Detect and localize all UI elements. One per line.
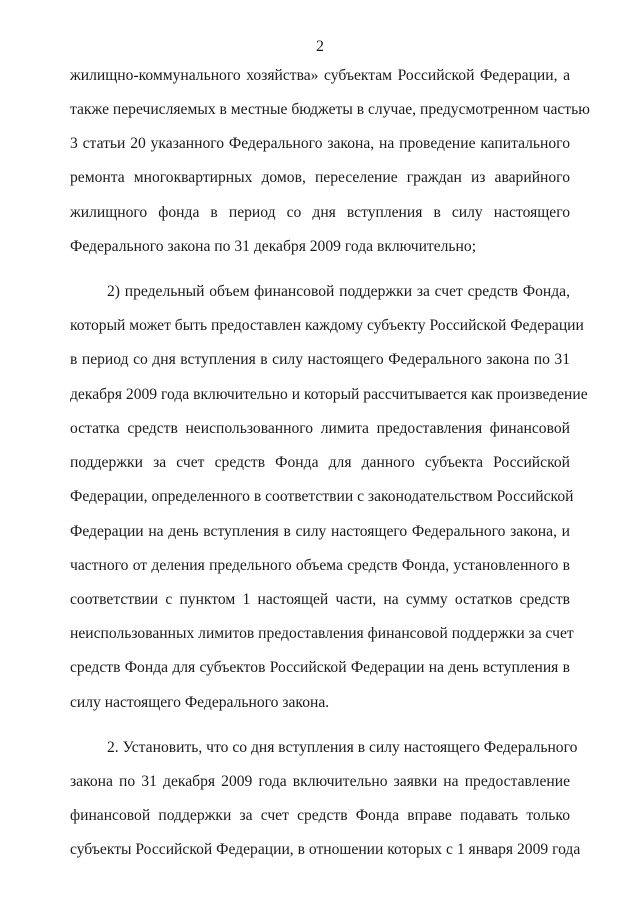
text-line: ремонта многоквартирных домов, переселение граждан из аварийного bbox=[70, 169, 570, 186]
text-line: Федерации, определенного в соответствии с законодательством Российской bbox=[70, 488, 574, 505]
text-line: силу настоящего Федерального закона. bbox=[70, 694, 330, 711]
text-line: декабря 2009 года включительно и который рассчитывается как произведение bbox=[70, 386, 588, 403]
text-line: соответствии с пунктом 1 настоящей части, на сумму остатков средств bbox=[70, 591, 570, 608]
text-line: Федерации на день вступления в силу настоящего Федерального закона, и bbox=[70, 523, 570, 540]
text-line: финансовой поддержки за счет средств Фонда вправе подавать только bbox=[70, 807, 570, 824]
text-line: 2) предельный объем финансовой поддержки за счет средств Фонда, bbox=[107, 283, 570, 300]
text-line: закона по 31 декабря 2009 года включительно заявки на предоставление bbox=[70, 773, 570, 790]
text-line: также перечисляемых в местные бюджеты в случае, предусмотренном частью bbox=[70, 101, 590, 118]
text-line: который может быть предоставлен каждому субъекту Российской Федерации bbox=[70, 317, 584, 334]
text-line: субъекты Российской Федерации, в отношении которых с 1 января 2009 года bbox=[70, 841, 581, 858]
text-line: жилищно-коммунального хозяйства» субъектам Российской Федерации, а bbox=[70, 67, 570, 84]
text-line: поддержки за счет средств Фонда для данного субъекта Российской bbox=[70, 454, 570, 471]
text-line: Федерального закона по 31 декабря 2009 года включительно; bbox=[70, 238, 477, 255]
page-number: 2 bbox=[316, 38, 324, 55]
text-line: частного от деления предельного объема средств Фонда, установленного в bbox=[70, 557, 570, 574]
text-line: средств Фонда для субъектов Российской Федерации на день вступления в bbox=[70, 659, 570, 676]
text-line: в период со дня вступления в силу настоящего Федерального закона по 31 bbox=[70, 351, 570, 368]
text-line: неиспользованных лимитов предоставления финансовой поддержки за счет bbox=[70, 625, 574, 642]
text-line: жилищного фонда в период со дня вступления в силу настоящего bbox=[70, 204, 570, 221]
text-line: остатка средств неиспользованного лимита предоставления финансовой bbox=[70, 420, 570, 437]
text-line: 3 статьи 20 указанного Федерального закона, на проведение капитального bbox=[70, 135, 570, 152]
text-line: 2. Установить, что со дня вступления в силу настоящего Федерального bbox=[107, 739, 578, 756]
